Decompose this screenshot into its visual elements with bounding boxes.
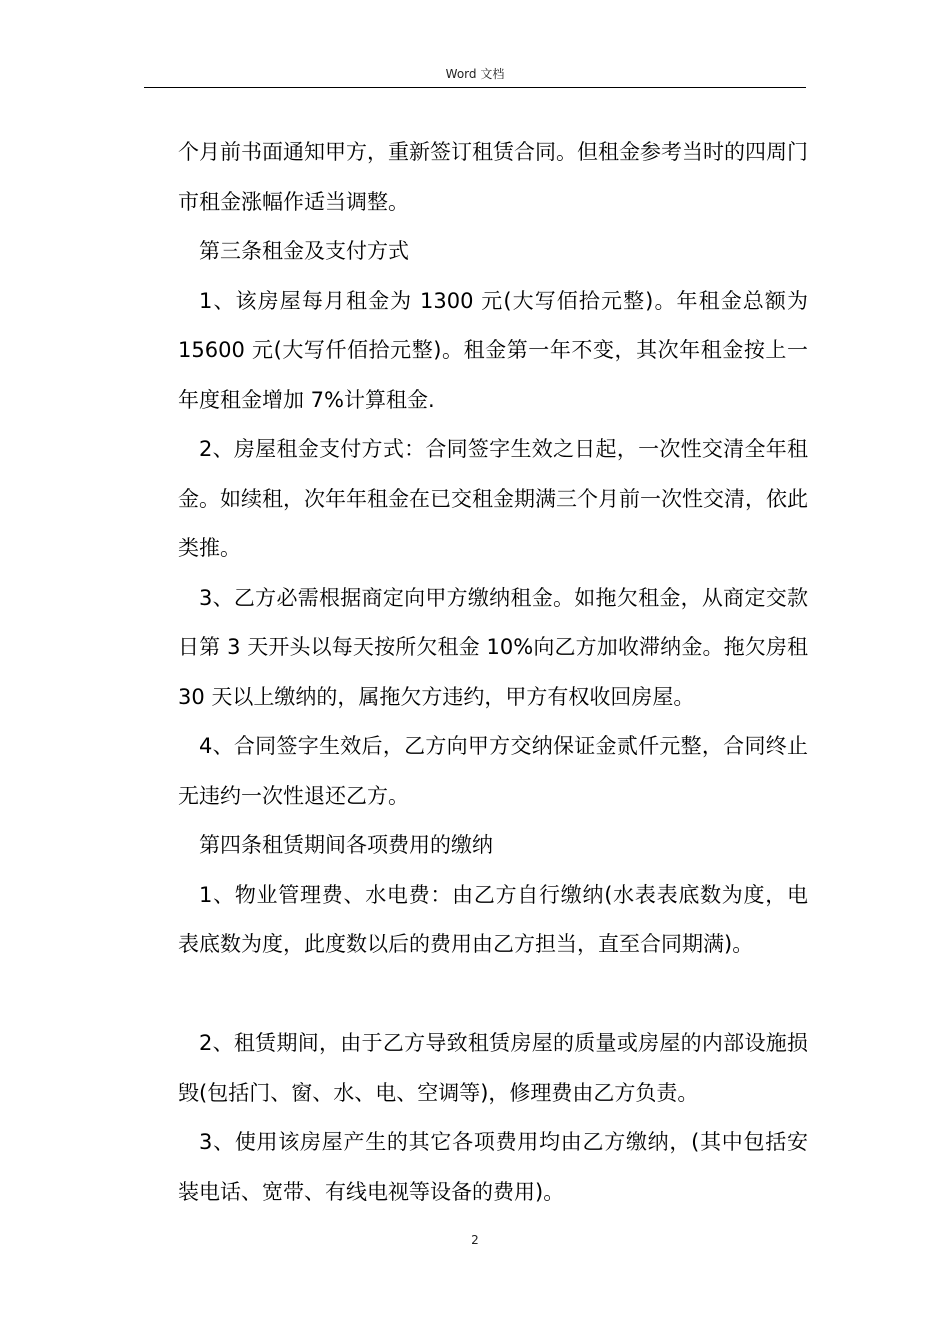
clause-3-4: 4、合同签字生效后，乙方向甲方交纳保证金贰仟元整，合同终止无违约一次性退还乙方。 (178, 734, 808, 808)
blank-line (178, 970, 808, 1020)
clause-4-2: 2、租赁期间，由于乙方导致租赁房屋的质量或房屋的内部设施损毁(包括门、窗、水、电、空调等)，修理费由乙方负责。 (178, 1031, 808, 1105)
paragraph-continuation: 个月前书面通知甲方，重新签订租赁合同。但租金参考当时的四周门市租金涨幅作适当调整。 (178, 140, 808, 214)
clause-3-3: 3、乙方必需根据商定向甲方缴纳租金。如拖欠租金，从商定交款日第 3 天开头以每天按所欠租金 10%向乙方加收滞纳金。拖欠房租 30 天以上缴纳的，属拖欠方违约，甲方有权收回房屋。 (178, 585, 808, 709)
page-number: 2 (471, 1233, 479, 1247)
clause-4-3: 3、使用该房屋产生的其它各项费用均由乙方缴纳，(其中包括安装电话、宽带、有线电视等设备的费用)。 (178, 1130, 808, 1204)
page-header: Word 文档 (445, 67, 505, 81)
clause-3-1: 1、该房屋每月租金为 1300 元(大写佰拾元整)。年租金总额为 15600 元(大写仟佰拾元整)。租金第一年不变，其次年租金按上一年度租金增加 7%计算租金. (178, 288, 808, 412)
clause-4-1: 1、物业管理费、水电费：由乙方自行缴纳(水表表底数为度，电表底数为度，此度数以后的费用由乙方担当，直至合同期满)。 (178, 882, 808, 956)
section-heading-article-3: 第三条租金及支付方式 (199, 239, 409, 263)
clause-3-2: 2、房屋租金支付方式：合同签字生效之日起，一次性交清全年租金。如续租，次年年租金在已交租金期满三个月前一次性交清，依此类推。 (178, 437, 808, 560)
header-divider (144, 87, 806, 88)
section-heading-article-4: 第四条租赁期间各项费用的缴纳 (199, 833, 493, 857)
document-body (178, 128, 808, 1217)
